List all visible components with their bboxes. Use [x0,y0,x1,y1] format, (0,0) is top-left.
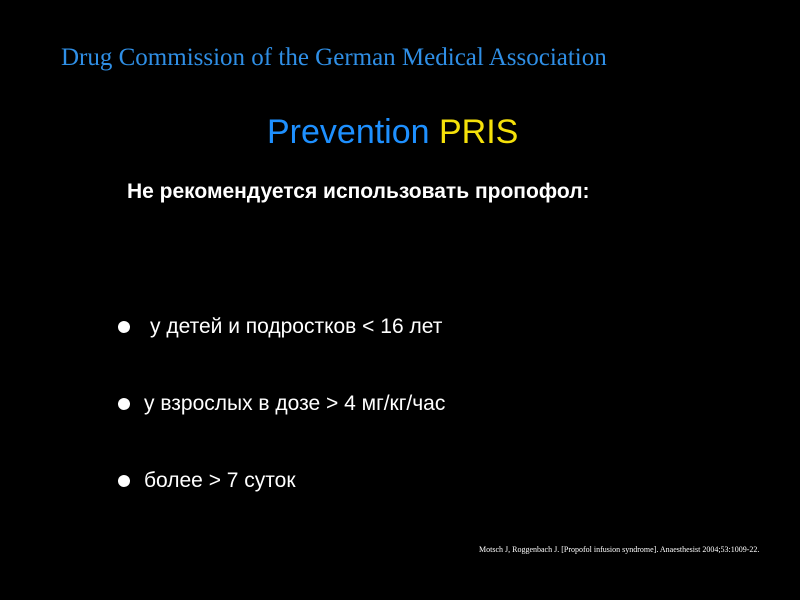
title-prevention: Prevention [267,113,430,151]
bullet-dot-icon [118,398,130,410]
slide-title [267,113,518,152]
bullet-dot-icon [118,475,130,487]
slide-subtitle: Не рекомендуется использовать пропофол: [127,180,590,203]
title-pris: PRIS [439,113,519,151]
bullet-text: более > 7 суток [144,469,296,492]
bullet-dot-icon [118,321,130,333]
organization-header: Drug Commission of the German Medical Association [61,44,607,71]
citation: Motsch J, Roggenbach J. [Propofol infusion syndrome]. Anaesthesist 2004;53:1009-22. [479,545,760,554]
bullet-text: у детей и подростков < 16 лет [150,315,443,338]
bullet-text: у взрослых в дозе > 4 мг/кг/час [144,392,446,415]
